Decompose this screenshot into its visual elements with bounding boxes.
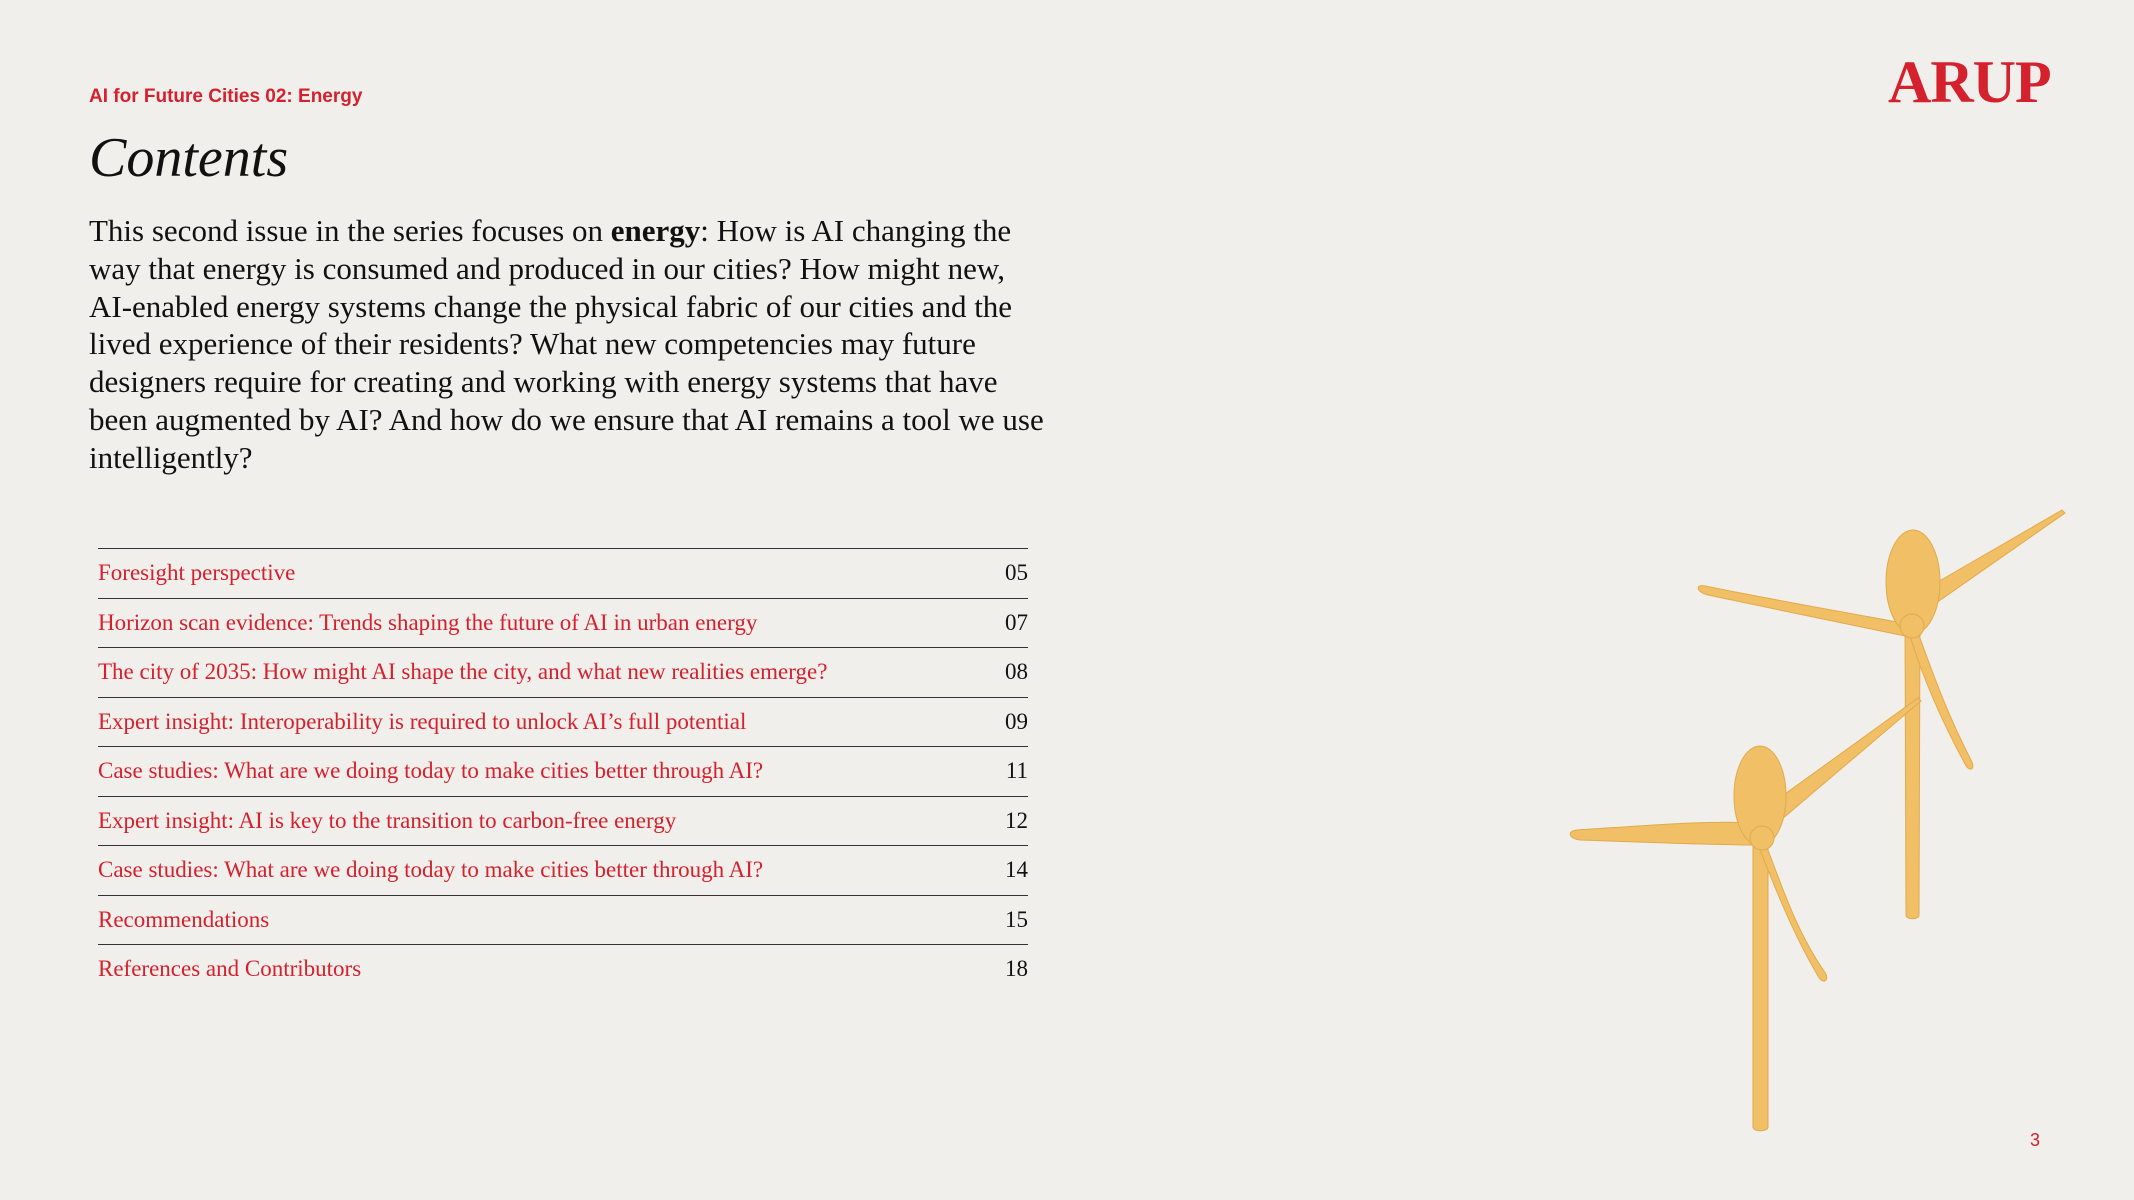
toc-item[interactable] (98, 896, 1028, 946)
table-of-contents (98, 548, 1028, 994)
toc-item-page: 14 (1005, 857, 1028, 883)
toc-item[interactable] (98, 747, 1028, 797)
toc-item-label: Foresight perspective (98, 560, 296, 586)
intro-paragraph (89, 212, 1049, 477)
toc-item-page: 12 (1005, 807, 1028, 833)
turbine-front-tower (1753, 827, 1768, 1131)
intro-text-start: This second issue in the series focuses on (89, 213, 611, 248)
toc-item[interactable] (98, 846, 1028, 896)
toc-item-page: 18 (1005, 956, 1028, 982)
toc-item[interactable] (98, 549, 1028, 599)
page-number: 3 (2030, 1130, 2041, 1150)
toc-item-page: 05 (1005, 560, 1028, 586)
toc-item-page: 08 (1005, 659, 1028, 685)
toc-item[interactable] (98, 648, 1028, 698)
toc-item-label: Case studies: What are we doing today to make cities better through AI? (98, 758, 764, 784)
intro-keyword: energy (610, 213, 701, 248)
toc-item[interactable] (98, 698, 1028, 748)
toc-item-page: 11 (1005, 758, 1028, 784)
toc-item-label: Expert insight: Interoperability is required to unlock AI’s full potential (98, 708, 747, 734)
turbine-back-hub (1900, 614, 1924, 638)
turbine-back-blade-left (1698, 586, 1905, 636)
toc-item-label: Case studies: What are we doing today to make cities better through AI? (98, 857, 764, 883)
toc-item-label: References and Contributors (98, 956, 362, 982)
intro-text-end: : How is AI changing the way that energy is consumed and produced in our cities? How might new, AI-enabled energy systems change the physical fabric of our cities and the lived experience of their residents? What new competencies may future designers require for creating and working with energy systems that have been augmented by AI? And how do we ensure that AI remains a tool we use intelligently? (89, 213, 1044, 475)
toc-item-label: The city of 2035: How might AI shape the city, and what new realities emerge? (98, 659, 828, 685)
wind-turbines-icon (1560, 500, 2080, 1140)
toc-item-page: 09 (1005, 708, 1028, 734)
turbine-front (1570, 698, 1921, 1131)
toc-item[interactable] (98, 945, 1028, 994)
toc-item-page: 07 (1005, 609, 1028, 635)
arup-logo: ARUP (1888, 49, 2051, 115)
turbine-front-hub (1750, 826, 1774, 850)
turbine-front-blade-down (1760, 845, 1827, 981)
toc-item[interactable] (98, 797, 1028, 847)
toc-item-label: Recommendations (98, 906, 270, 932)
page-title: Contents (89, 127, 289, 189)
toc-item[interactable] (98, 599, 1028, 649)
toc-item-label: Expert insight: AI is key to the transition to carbon-free energy (98, 807, 677, 833)
series-title: AI for Future Cities 02: Energy (89, 86, 363, 107)
turbine-front-blade-left (1570, 822, 1758, 845)
toc-item-page: 15 (1005, 906, 1028, 932)
toc-item-label: Horizon scan evidence: Trends shaping the future of AI in urban energy (98, 609, 758, 635)
